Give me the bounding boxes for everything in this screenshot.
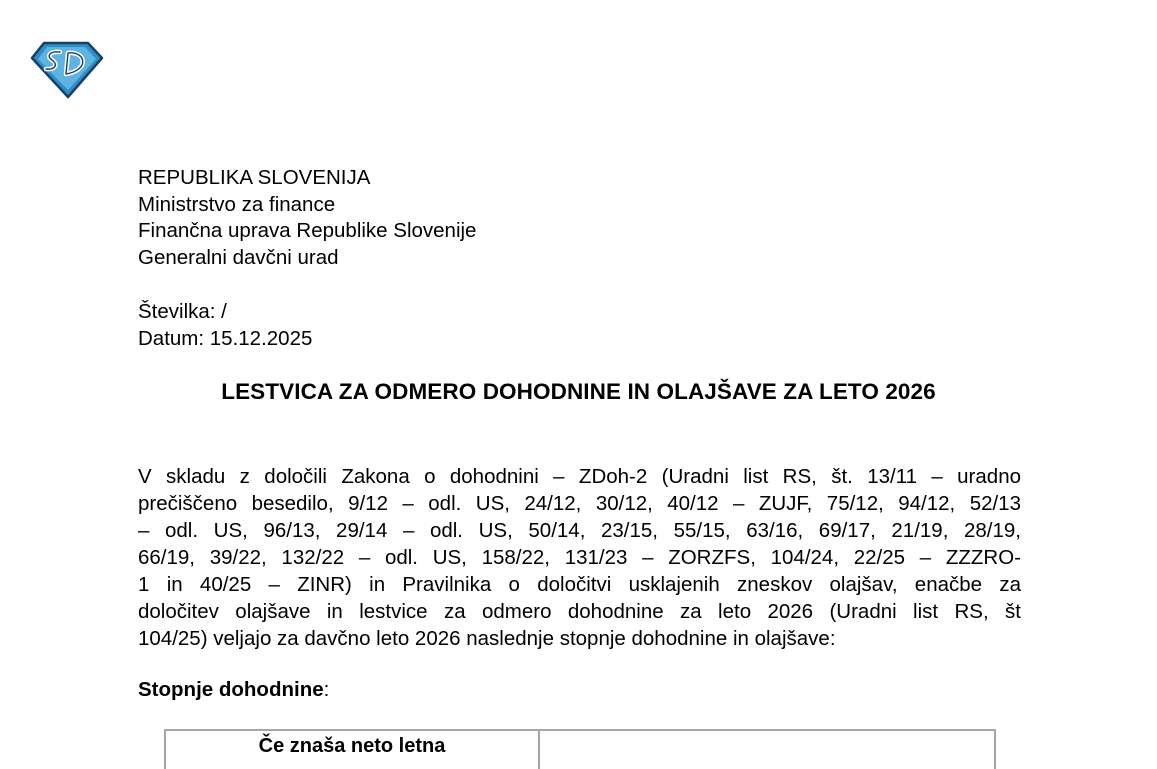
logo-shield-icon — [30, 40, 104, 100]
issuer-line-office: Generalni davčni urad — [138, 246, 339, 270]
paragraph-line: V skladu z določili Zakona o dohodnini – ZDoh-2 (Uradni list RS, št. 13/11 – uradno — [138, 465, 1021, 488]
document-date: Datum: 15.12.2025 — [138, 327, 313, 350]
issuer-line-ministry: Ministrstvo za finance — [138, 192, 336, 216]
financial-administration-logo — [30, 40, 104, 100]
paragraph-line: določitev olajšave in lestvice za odmero dohodnine za leto 2026 (Uradni list RS, št — [138, 600, 1021, 623]
table-header-cell: Če znaša neto letna — [166, 731, 540, 769]
issuer-line-republic: REPUBLIKA SLOVENIJA — [138, 166, 371, 189]
paragraph-line: 66/19, 39/22, 132/22 – odl. US, 158/22, 131/23 – ZORZFS, 104/24, 22/25 – ZZZRO- — [138, 546, 1021, 569]
document-number: Številka: / — [138, 300, 227, 323]
document-title: LESTVICA ZA ODMERO DOHODNINE IN OLAJŠAVE ZA LETO 2026 — [221, 379, 936, 404]
table-header-cell-empty — [540, 731, 994, 769]
paragraph-line: 104/25) veljajo za davčno leto 2026 naslednje stopnje dohodnine in olajšave: — [138, 627, 836, 650]
tax-rates-table — [164, 729, 996, 769]
paragraph-line: prečiščeno besedilo, 9/12 – odl. US, 24/12, 30/12, 40/12 – ZUJF, 75/12, 94/12, 52/13 — [138, 492, 1021, 515]
issuer-line-administration: Finančna uprava Republike Slovenije — [138, 219, 477, 243]
issuer-header — [138, 165, 476, 272]
paragraph-line: – odl. US, 96/13, 29/14 – odl. US, 50/14, 23/15, 55/15, 63/16, 69/17, 21/19, 28/19, — [138, 519, 1021, 542]
section-heading-suffix: : — [323, 678, 330, 701]
paragraph-line: 1 in 40/25 – ZINR) in Pravilnika o določitvi usklajenih zneskov olajšav, enačbe za — [138, 573, 1021, 596]
document-meta — [138, 298, 312, 352]
intro-paragraph — [138, 463, 1021, 652]
section-heading-rates — [138, 678, 329, 702]
section-heading-label: Stopnje dohodnine — [138, 678, 324, 701]
